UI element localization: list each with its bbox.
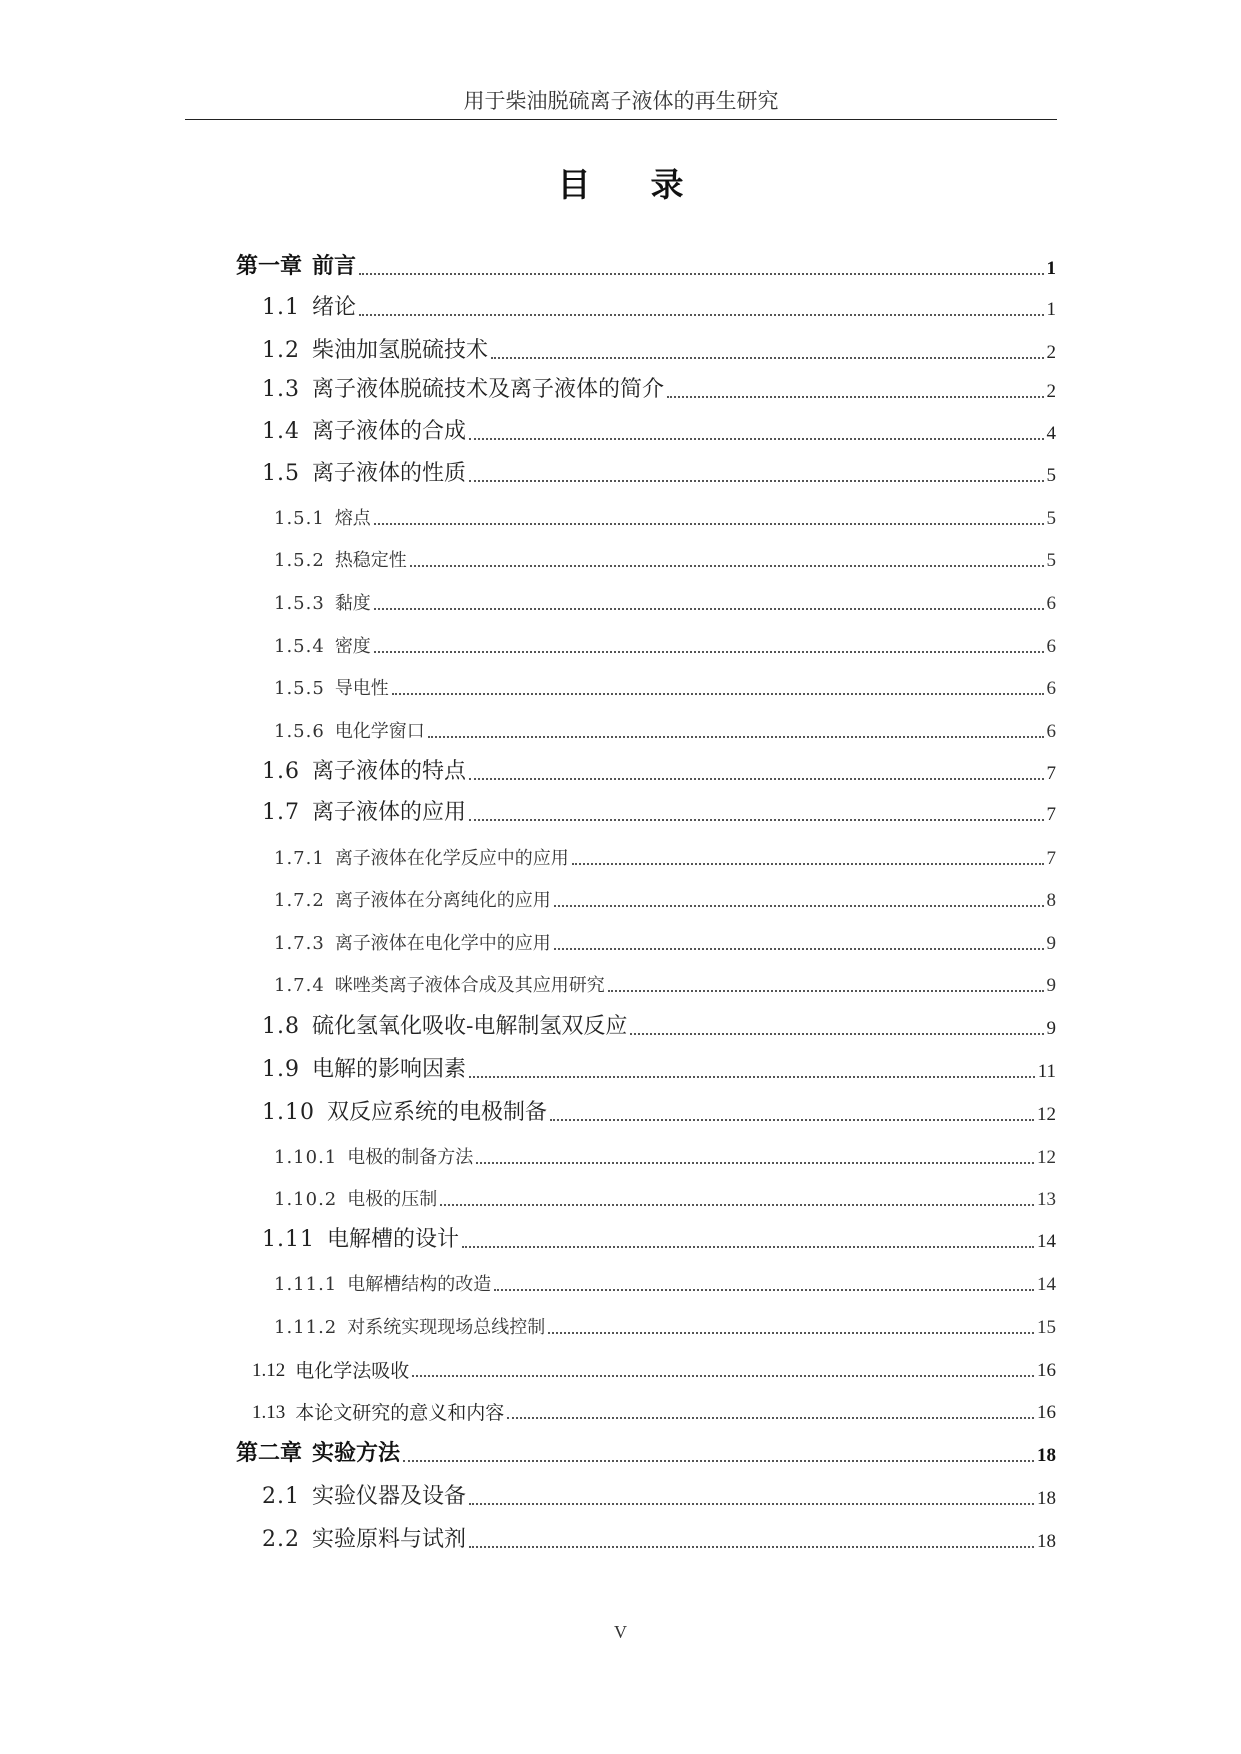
- toc-entry[interactable]: [262, 1053, 1056, 1085]
- toc-entry-title: 热稳定性: [334, 550, 407, 571]
- toc-entry-page: 6: [1046, 593, 1056, 614]
- toc-entry[interactable]: [262, 291, 1056, 323]
- toc-leader-dots: [494, 1289, 1034, 1291]
- toc-leader-dots: [374, 523, 1044, 525]
- toc-entry[interactable]: [262, 373, 1056, 405]
- toc-entry-number: 1.12: [252, 1360, 286, 1381]
- toc-leader-dots: [392, 693, 1044, 695]
- toc-entry-title: 离子液体在化学反应中的应用: [334, 848, 569, 869]
- toc-entry-number: 1.10.2: [274, 1189, 338, 1210]
- toc-entry[interactable]: [274, 1139, 1056, 1171]
- toc-entry-number: 1.5.3: [274, 593, 325, 614]
- toc-entry-number: 1.13: [252, 1402, 286, 1423]
- toc-entry[interactable]: [236, 250, 1056, 282]
- toc-leader-dots: [374, 651, 1044, 653]
- toc-entry[interactable]: [252, 1394, 1056, 1426]
- toc-entry[interactable]: [274, 628, 1056, 660]
- toc-entry-page: 6: [1046, 678, 1056, 699]
- toc-entry-page: 7: [1046, 763, 1056, 784]
- toc-leader-dots: [359, 273, 1043, 275]
- toc-leader-dots: [469, 480, 1043, 482]
- toc-entry[interactable]: [262, 1096, 1056, 1128]
- toc-entry-number: 1.5.5: [274, 678, 325, 699]
- toc-entry-number: 1.9: [262, 1057, 300, 1082]
- toc-entry-number: 1.2: [262, 338, 300, 363]
- toc-entry-number: 1.4: [262, 419, 300, 444]
- running-header: 用于柴油脱硫离子液体的再生研究: [463, 89, 779, 113]
- toc-entry-title: 电解槽的设计: [326, 1227, 459, 1252]
- toc-entry-number: 1.7.2: [274, 890, 325, 911]
- toc-entry[interactable]: [262, 1523, 1056, 1555]
- toc-entry-number: 1.11.2: [274, 1317, 338, 1338]
- toc-entry-page: 4: [1046, 423, 1056, 444]
- toc-leader-dots: [608, 990, 1044, 992]
- toc-entry[interactable]: [262, 334, 1056, 366]
- toc-entry[interactable]: [262, 457, 1056, 489]
- toc-entry[interactable]: [262, 755, 1056, 787]
- toc-entry[interactable]: [274, 713, 1056, 745]
- toc-entry-title: 对系统实现现场总线控制: [347, 1317, 546, 1338]
- toc-entry-title: 本论文研究的意义和内容: [295, 1402, 505, 1424]
- toc-entry[interactable]: [274, 1181, 1056, 1213]
- toc-leader-dots: [630, 1033, 1043, 1035]
- toc-entry-title: 双反应系统的电极制备: [326, 1100, 547, 1125]
- toc-entry[interactable]: [274, 967, 1056, 999]
- toc-leader-dots: [469, 1546, 1034, 1548]
- toc-entry-number: 1.10: [262, 1100, 315, 1125]
- toc-entry[interactable]: [274, 500, 1056, 532]
- toc-entry-number: 2.1: [262, 1484, 300, 1509]
- toc-entry-page: 15: [1037, 1317, 1056, 1338]
- toc-entry-title: 电解的影响因素: [312, 1057, 467, 1082]
- toc-entry-number: 1.10.1: [274, 1147, 338, 1168]
- toc-entry-title: 离子液体的性质: [312, 461, 467, 486]
- toc-entry-title: 实验方法: [312, 1441, 401, 1466]
- toc-leader-dots: [440, 1204, 1034, 1206]
- toc-leader-dots: [469, 778, 1043, 780]
- toc-entry-number: 1.7: [262, 800, 300, 825]
- toc-entry-number: 1.7.1: [274, 848, 325, 869]
- toc-leader-dots: [469, 1076, 1035, 1078]
- toc-leader-dots: [469, 819, 1043, 821]
- toc-entry-page: 12: [1037, 1104, 1056, 1125]
- toc-entry-title: 电化学窗口: [334, 721, 425, 742]
- toc-leader-dots: [491, 357, 1043, 359]
- toc-entry-page: 14: [1037, 1274, 1056, 1295]
- toc-entry-title: 导电性: [334, 678, 389, 699]
- toc-entry[interactable]: [274, 840, 1056, 872]
- toc-leader-dots: [469, 1503, 1034, 1505]
- toc-entry-number: 1.6: [262, 759, 300, 784]
- toc-entry[interactable]: [274, 1309, 1056, 1341]
- toc-entry-page: 1: [1046, 258, 1056, 279]
- toc-leader-dots: [507, 1417, 1034, 1419]
- toc-entry-title: 电极的制备方法: [347, 1147, 474, 1168]
- toc-entry-number: 1.5.1: [274, 508, 325, 529]
- toc-entry-title: 密度: [334, 636, 371, 657]
- toc-entry-page: 7: [1046, 848, 1056, 869]
- toc-leader-dots: [550, 1119, 1034, 1121]
- toc-entry-page: 8: [1046, 890, 1056, 911]
- toc-entry[interactable]: [262, 415, 1056, 447]
- toc-leader-dots: [410, 565, 1044, 567]
- toc-entry[interactable]: [252, 1352, 1056, 1384]
- toc-entry-page: 13: [1037, 1189, 1056, 1210]
- toc-entry-title: 咪唑类离子液体合成及其应用研究: [334, 975, 605, 996]
- toc-entry-page: 9: [1046, 1018, 1056, 1039]
- toc-title-char: 目: [557, 165, 591, 204]
- toc-entry-page: 5: [1046, 508, 1056, 529]
- toc-entry-page: 2: [1046, 381, 1056, 402]
- toc-entry-number: 1.11: [262, 1227, 315, 1252]
- toc-entry-title: 实验仪器及设备: [312, 1484, 467, 1509]
- toc-entry-number: 1.11.1: [274, 1274, 338, 1295]
- toc-entry-number: 1.5: [262, 461, 300, 486]
- toc-entry[interactable]: [274, 670, 1056, 702]
- toc-entry-number: 1.7.4: [274, 975, 325, 996]
- toc-entry-title: 黏度: [334, 593, 371, 614]
- toc-entry-number: 1.5.6: [274, 721, 325, 742]
- toc-entry-title: 实验原料与试剂: [312, 1527, 467, 1552]
- toc-entry-title: 电解槽结构的改造: [347, 1274, 492, 1295]
- toc-leader-dots: [554, 905, 1044, 907]
- toc-entry-page: 16: [1037, 1402, 1056, 1423]
- toc-entry-page: 16: [1037, 1360, 1056, 1381]
- toc-title-char: 录: [650, 165, 684, 204]
- toc-entry-title: 电极的压制: [347, 1189, 438, 1210]
- toc-entry-page: 9: [1046, 975, 1056, 996]
- toc-leader-dots: [462, 1246, 1034, 1248]
- toc-leader-dots: [548, 1332, 1034, 1334]
- toc-title: [0, 162, 1241, 208]
- toc-entry[interactable]: [262, 1480, 1056, 1512]
- header-rule: [185, 119, 1057, 120]
- toc-entry-number: 1.7.3: [274, 933, 325, 954]
- toc-entry-page: 12: [1037, 1147, 1056, 1168]
- toc-entry-page: 5: [1046, 550, 1056, 571]
- toc-entry-title: 离子液体在电化学中的应用: [334, 933, 551, 954]
- toc-leader-dots: [667, 396, 1043, 398]
- toc-entry[interactable]: [274, 1266, 1056, 1298]
- toc-entry[interactable]: [274, 882, 1056, 914]
- toc-entry[interactable]: [236, 1437, 1056, 1469]
- toc-leader-dots: [572, 863, 1044, 865]
- toc-entry-number: 1.1: [262, 295, 300, 320]
- toc-entry-page: 9: [1046, 933, 1056, 954]
- toc-entry[interactable]: [274, 542, 1056, 574]
- toc-entry-page: 7: [1046, 804, 1056, 825]
- toc-entry-number: 1.5.2: [274, 550, 325, 571]
- page-number: V: [614, 1622, 627, 1642]
- toc-entry-title: 离子液体的合成: [312, 419, 467, 444]
- toc-entry[interactable]: [262, 796, 1056, 828]
- toc-entry-page: 6: [1046, 721, 1056, 742]
- toc-entry-number: 1.5.4: [274, 636, 325, 657]
- toc-leader-dots: [476, 1162, 1034, 1164]
- toc-entry-title: 前言: [312, 254, 357, 279]
- toc-entry-page: 6: [1046, 636, 1056, 657]
- toc-entry-page: 2: [1046, 342, 1056, 363]
- toc-entry-title: 电化学法吸收: [295, 1360, 410, 1382]
- toc-entry[interactable]: [262, 1010, 1056, 1042]
- toc-entry-title: 离子液体在分离纯化的应用: [334, 890, 551, 911]
- toc-leader-dots: [469, 438, 1043, 440]
- toc-leader-dots: [403, 1460, 1034, 1462]
- toc-entry-page: 1: [1046, 299, 1056, 320]
- toc-leader-dots: [554, 948, 1044, 950]
- toc-entry[interactable]: [274, 925, 1056, 957]
- toc-entry-title: 熔点: [334, 508, 371, 529]
- toc-leader-dots: [359, 314, 1043, 316]
- toc-entry-title: 绪论: [312, 295, 357, 320]
- toc-entry-title: 柴油加氢脱硫技术: [312, 338, 489, 363]
- toc-leader-dots: [374, 608, 1044, 610]
- toc-entry[interactable]: [262, 1223, 1056, 1255]
- toc-entry-title: 硫化氢氧化吸收-电解制氢双反应: [312, 1014, 628, 1039]
- toc-entry-number: 第一章: [236, 254, 303, 279]
- toc-entry-number: 1.8: [262, 1014, 300, 1039]
- toc-entry-title: 离子液体脱硫技术及离子液体的简介: [312, 377, 665, 402]
- toc-entry-page: 14: [1037, 1231, 1056, 1252]
- toc-entry-page: 18: [1037, 1488, 1056, 1509]
- toc-leader-dots: [428, 736, 1044, 738]
- toc-entry-page: 11: [1037, 1061, 1056, 1082]
- toc-entry-title: 离子液体的应用: [312, 800, 467, 825]
- toc-leader-dots: [412, 1375, 1034, 1377]
- toc-entry-number: 2.2: [262, 1527, 300, 1552]
- toc-entry-page: 18: [1037, 1531, 1056, 1552]
- toc-entry-number: 1.3: [262, 377, 300, 402]
- toc-entry[interactable]: [274, 585, 1056, 617]
- toc-entry-page: 18: [1037, 1445, 1056, 1466]
- toc-entry-number: 第二章: [236, 1441, 303, 1466]
- toc-entry-page: 5: [1046, 465, 1056, 486]
- toc-entry-title: 离子液体的特点: [312, 759, 467, 784]
